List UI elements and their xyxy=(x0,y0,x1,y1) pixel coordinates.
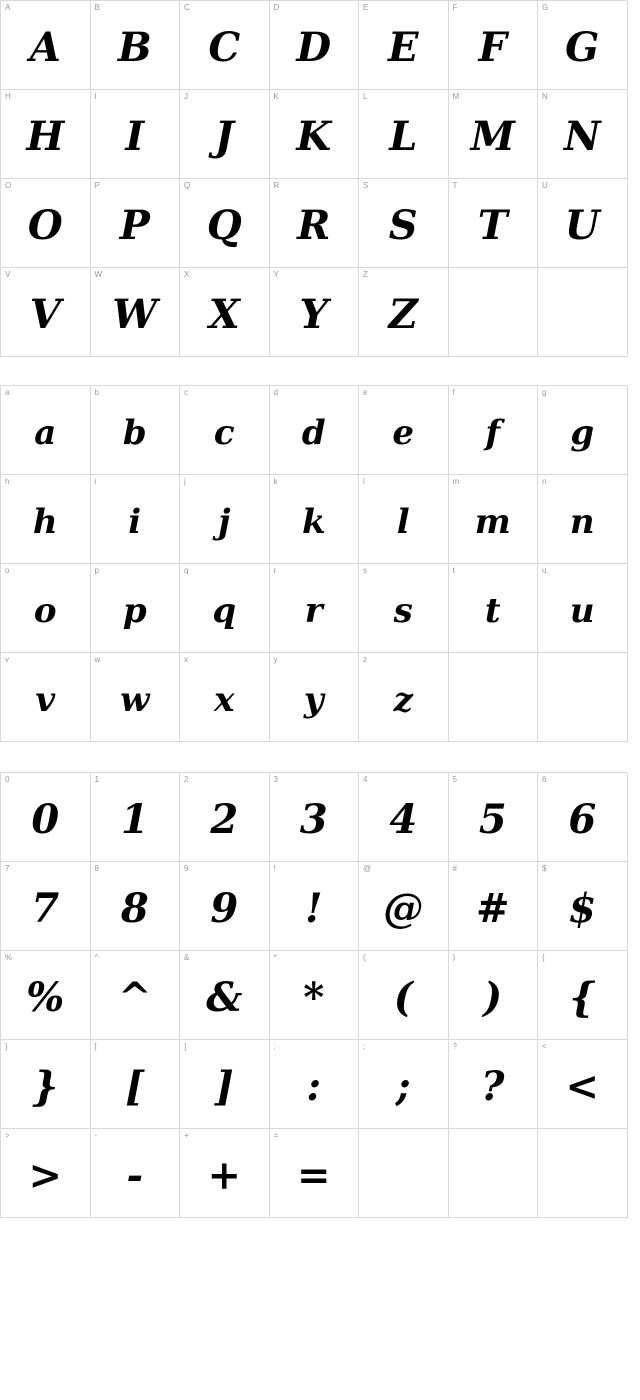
glyph-character: { xyxy=(569,974,596,1021)
glyph-cell[interactable] xyxy=(359,1,449,90)
glyph-character: P xyxy=(119,202,150,249)
glyph-cell[interactable] xyxy=(270,179,360,268)
glyph-code-label: 3 xyxy=(273,775,278,784)
glyph-cell[interactable] xyxy=(359,653,449,742)
glyph-code-label: E xyxy=(363,3,369,12)
glyph-cell[interactable] xyxy=(180,1129,270,1218)
glyph-cell[interactable] xyxy=(1,1129,91,1218)
glyph-code-label: y xyxy=(273,655,278,664)
glyph-cell[interactable] xyxy=(1,90,91,179)
glyph-character: } xyxy=(32,1063,59,1110)
glyph-character: R xyxy=(297,202,331,249)
glyph-code-label: i xyxy=(94,477,97,486)
glyph-code-label: Z xyxy=(363,270,368,279)
glyph-character: < xyxy=(565,1063,599,1110)
glyph-code-label: & xyxy=(184,953,190,962)
glyph-code-label: D xyxy=(273,3,280,12)
glyph-code-label: r xyxy=(273,566,277,575)
glyph-character: n xyxy=(569,502,595,542)
glyph-cell[interactable] xyxy=(180,653,270,742)
glyph-grid-symbols xyxy=(0,772,627,1218)
glyph-cell[interactable] xyxy=(449,564,539,653)
glyph-character: ) xyxy=(483,974,503,1021)
glyph-character: g xyxy=(570,413,595,453)
glyph-cell[interactable] xyxy=(538,90,628,179)
glyph-character: D xyxy=(296,24,332,71)
glyph-code-label: = xyxy=(273,1131,279,1140)
glyph-code-label: K xyxy=(273,92,279,101)
glyph-code-label: @ xyxy=(363,864,372,873)
glyph-character: C xyxy=(208,24,241,71)
glyph-character: s xyxy=(393,591,413,631)
glyph-character: Y xyxy=(299,291,329,338)
glyph-cell[interactable] xyxy=(270,475,360,564)
glyph-character: = xyxy=(296,1152,331,1199)
glyph-character: I xyxy=(125,113,145,160)
glyph-code-label: I xyxy=(94,92,97,101)
glyph-cell[interactable] xyxy=(359,386,449,475)
glyph-code-label: k xyxy=(273,477,278,486)
glyph-character: @ xyxy=(383,885,424,932)
glyph-code-label: < xyxy=(542,1042,547,1051)
glyph-cell[interactable] xyxy=(1,951,91,1040)
glyph-cell-empty xyxy=(538,268,628,357)
glyph-cell[interactable] xyxy=(449,179,539,268)
glyph-character: - xyxy=(126,1152,144,1199)
glyph-code-label: b xyxy=(94,388,99,397)
glyph-character: w xyxy=(120,680,150,720)
glyph-cell[interactable] xyxy=(270,1129,360,1218)
glyph-character: W xyxy=(112,291,158,338)
glyph-cell[interactable] xyxy=(449,1040,539,1129)
section-digits-and-symbols xyxy=(0,772,640,1218)
glyph-character: b xyxy=(122,413,147,453)
glyph-cell[interactable] xyxy=(91,475,181,564)
glyph-character: X xyxy=(208,291,240,338)
glyph-character: j xyxy=(218,502,231,542)
glyph-character: * xyxy=(303,974,325,1021)
glyph-code-label: F xyxy=(452,3,458,12)
glyph-character: o xyxy=(33,591,57,631)
glyph-character: Q xyxy=(206,202,242,249)
glyph-cell[interactable] xyxy=(359,564,449,653)
glyph-cell[interactable] xyxy=(270,773,360,862)
glyph-character: U xyxy=(564,202,600,249)
glyph-cell[interactable] xyxy=(449,773,539,862)
glyph-character: 4 xyxy=(389,796,418,843)
glyph-code-label: X xyxy=(184,270,190,279)
glyph-character: F xyxy=(478,24,507,71)
glyph-character: c xyxy=(213,413,235,453)
glyph-code-label: M xyxy=(452,92,460,101)
glyph-character: m xyxy=(474,502,511,542)
glyph-code-label: S xyxy=(363,181,369,190)
glyph-cell[interactable] xyxy=(270,862,360,951)
glyph-cell[interactable] xyxy=(449,1,539,90)
glyph-cell[interactable] xyxy=(180,386,270,475)
glyph-cell[interactable] xyxy=(270,1040,360,1129)
glyph-character: T xyxy=(477,202,508,249)
glyph-character: p xyxy=(122,591,147,631)
glyph-character: B xyxy=(117,24,152,71)
glyph-code-label: W xyxy=(94,270,103,279)
glyph-cell[interactable] xyxy=(1,862,91,951)
glyph-code-label: t xyxy=(452,566,455,575)
glyph-code-label: H xyxy=(5,92,11,101)
glyph-code-label: w xyxy=(94,655,101,664)
glyph-cell[interactable] xyxy=(538,773,628,862)
glyph-character: # xyxy=(475,885,510,932)
glyph-cell[interactable] xyxy=(538,951,628,1040)
glyph-character: ( xyxy=(393,974,413,1021)
glyph-cell[interactable] xyxy=(270,653,360,742)
glyph-code-label: C xyxy=(184,3,190,12)
glyph-code-label: m xyxy=(452,477,460,486)
glyph-code-label: { xyxy=(542,953,545,962)
glyph-code-label: 7 xyxy=(5,864,10,873)
glyph-cell[interactable] xyxy=(270,386,360,475)
glyph-cell[interactable] xyxy=(180,90,270,179)
glyph-cell[interactable] xyxy=(180,773,270,862)
glyph-cell[interactable] xyxy=(1,1,91,90)
glyph-character: Z xyxy=(388,291,418,338)
glyph-cell[interactable] xyxy=(91,386,181,475)
glyph-cell[interactable] xyxy=(91,1129,181,1218)
glyph-code-label: J xyxy=(184,92,188,101)
glyph-character: H xyxy=(26,113,65,160)
glyph-cell[interactable] xyxy=(538,862,628,951)
glyph-code-label: > xyxy=(5,1131,10,1140)
glyph-code-label: T xyxy=(452,181,458,190)
glyph-cell[interactable] xyxy=(91,653,181,742)
glyph-code-label: 8 xyxy=(94,864,99,873)
glyph-code-label: ] xyxy=(184,1042,187,1051)
glyph-character: & xyxy=(206,974,243,1021)
glyph-grid-uppercase xyxy=(0,0,627,357)
glyph-cell-empty xyxy=(538,1129,628,1218)
glyph-character: + xyxy=(207,1152,241,1199)
glyph-cell[interactable] xyxy=(91,179,181,268)
glyph-cell[interactable] xyxy=(180,268,270,357)
glyph-character: 9 xyxy=(210,885,239,932)
glyph-cell[interactable] xyxy=(359,90,449,179)
glyph-code-label: v xyxy=(5,655,9,664)
glyph-code-label: % xyxy=(5,953,13,962)
glyph-code-label: ) xyxy=(452,953,456,962)
glyph-cell[interactable] xyxy=(359,951,449,1040)
glyph-cell[interactable] xyxy=(1,1040,91,1129)
glyph-code-label: u xyxy=(542,566,547,575)
glyph-code-label: 1 xyxy=(94,775,99,784)
glyph-cell[interactable] xyxy=(270,951,360,1040)
glyph-code-label: 0 xyxy=(5,775,10,784)
glyph-code-label: n xyxy=(542,477,547,486)
glyph-character: y xyxy=(303,680,324,720)
glyph-character: G xyxy=(565,24,600,71)
glyph-cell-empty xyxy=(449,1129,539,1218)
glyph-cell[interactable] xyxy=(1,653,91,742)
glyph-cell-empty xyxy=(359,1129,449,1218)
glyph-code-label: ^ xyxy=(94,953,99,962)
glyph-cell[interactable] xyxy=(91,773,181,862)
glyph-cell[interactable] xyxy=(449,862,539,951)
glyph-cell[interactable] xyxy=(1,564,91,653)
glyph-cell[interactable] xyxy=(270,564,360,653)
glyph-code-label: ? xyxy=(452,1042,457,1051)
glyph-character: 0 xyxy=(31,796,60,843)
glyph-cell[interactable] xyxy=(91,268,181,357)
glyph-code-label: } xyxy=(5,1042,8,1051)
glyph-code-label: x xyxy=(184,655,188,664)
glyph-character: u xyxy=(569,591,595,631)
glyph-character: i xyxy=(128,502,142,542)
glyph-character: E xyxy=(388,24,419,71)
glyph-code-label: U xyxy=(542,181,548,190)
glyph-cell[interactable] xyxy=(180,1,270,90)
glyph-character: M xyxy=(470,113,515,160)
glyph-code-label: P xyxy=(94,181,100,190)
glyph-code-label: p xyxy=(94,566,99,575)
glyph-code-label: O xyxy=(5,181,12,190)
glyph-cell[interactable] xyxy=(1,386,91,475)
glyph-character: ; xyxy=(395,1063,411,1110)
glyph-character: ? xyxy=(481,1063,505,1110)
glyph-cell[interactable] xyxy=(180,179,270,268)
glyph-character: v xyxy=(35,680,56,720)
glyph-character: : xyxy=(306,1063,322,1110)
glyph-cell[interactable] xyxy=(1,475,91,564)
glyph-character: 2 xyxy=(210,796,239,843)
glyph-code-label: z xyxy=(363,655,367,664)
glyph-cell-empty xyxy=(449,653,539,742)
glyph-character: 6 xyxy=(568,796,597,843)
section-divider xyxy=(0,742,640,772)
glyph-character: > xyxy=(28,1152,62,1199)
glyph-code-label: q xyxy=(184,566,189,575)
glyph-cell[interactable] xyxy=(538,179,628,268)
glyph-cell[interactable] xyxy=(538,1040,628,1129)
glyph-cell[interactable] xyxy=(1,179,91,268)
glyph-character: L xyxy=(389,113,418,160)
glyph-code-label: j xyxy=(184,477,186,486)
glyph-code-label: 9 xyxy=(184,864,189,873)
glyph-character: ^ xyxy=(117,974,152,1021)
glyph-code-label: # xyxy=(452,864,457,873)
glyph-code-label: 4 xyxy=(363,775,368,784)
section-lowercase-letters xyxy=(0,385,640,742)
glyph-code-label: ! xyxy=(273,864,276,873)
glyph-character: S xyxy=(388,202,418,249)
glyph-code-label: Y xyxy=(273,270,279,279)
glyph-code-label: 5 xyxy=(452,775,457,784)
glyph-cell[interactable] xyxy=(91,1040,181,1129)
glyph-cell-empty xyxy=(449,268,539,357)
glyph-character: 3 xyxy=(299,796,328,843)
glyph-cell[interactable] xyxy=(91,862,181,951)
glyph-code-label: g xyxy=(542,388,547,397)
glyph-cell[interactable] xyxy=(270,90,360,179)
glyph-character: K xyxy=(296,113,332,160)
glyph-code-label: e xyxy=(363,388,368,397)
glyph-code-label: s xyxy=(363,566,367,575)
glyph-character: ! xyxy=(304,885,323,932)
glyph-code-label: ( xyxy=(363,953,366,962)
glyph-cell-empty xyxy=(538,653,628,742)
glyph-cell[interactable] xyxy=(359,862,449,951)
glyph-cell[interactable] xyxy=(1,773,91,862)
glyph-cell[interactable] xyxy=(180,862,270,951)
glyph-cell[interactable] xyxy=(180,951,270,1040)
section-divider xyxy=(0,357,640,385)
glyph-character: a xyxy=(34,413,57,453)
glyph-cell[interactable] xyxy=(91,90,181,179)
glyph-character: 7 xyxy=(31,885,60,932)
glyph-character: A xyxy=(29,24,61,71)
glyph-character: h xyxy=(32,502,58,542)
glyph-character: k xyxy=(301,502,326,542)
glyph-code-label: l xyxy=(363,477,365,486)
glyph-cell[interactable] xyxy=(538,475,628,564)
glyph-code-label: : xyxy=(273,1042,276,1051)
glyph-code-label: B xyxy=(94,3,100,12)
glyph-character: [ xyxy=(125,1063,145,1110)
glyph-character: O xyxy=(27,202,63,249)
glyph-code-label: L xyxy=(363,92,368,101)
glyph-character: x xyxy=(214,680,235,720)
glyph-code-label: d xyxy=(273,388,278,397)
glyph-code-label: a xyxy=(5,388,10,397)
glyph-cell[interactable] xyxy=(180,1040,270,1129)
glyph-character: V xyxy=(29,291,61,338)
glyph-code-label: R xyxy=(273,181,280,190)
glyph-character: z xyxy=(393,680,413,720)
glyph-code-label: V xyxy=(5,270,11,279)
glyph-cell[interactable] xyxy=(359,475,449,564)
glyph-character: 5 xyxy=(478,796,507,843)
glyph-cell[interactable] xyxy=(91,1,181,90)
glyph-grid-lowercase xyxy=(0,385,627,742)
glyph-character: t xyxy=(484,591,501,631)
glyph-cell[interactable] xyxy=(538,386,628,475)
glyph-cell[interactable] xyxy=(270,1,360,90)
glyph-cell[interactable] xyxy=(91,564,181,653)
glyph-code-label: - xyxy=(94,1131,98,1140)
glyph-code-label: N xyxy=(542,92,548,101)
glyph-cell[interactable] xyxy=(270,268,360,357)
glyph-cell[interactable] xyxy=(359,268,449,357)
glyph-character: q xyxy=(212,591,237,631)
glyph-code-label: Q xyxy=(184,181,191,190)
glyph-character: d xyxy=(301,413,326,453)
glyph-character: f xyxy=(485,413,501,453)
glyph-cell[interactable] xyxy=(359,179,449,268)
glyph-cell[interactable] xyxy=(359,1040,449,1129)
glyph-character: r xyxy=(304,591,323,631)
glyph-character: e xyxy=(392,413,415,453)
glyph-character: l xyxy=(396,502,410,542)
glyph-cell[interactable] xyxy=(1,268,91,357)
glyph-cell[interactable] xyxy=(449,386,539,475)
glyph-cell[interactable] xyxy=(180,475,270,564)
glyph-code-label: A xyxy=(5,3,11,12)
section-uppercase-letters xyxy=(0,0,640,357)
glyph-cell[interactable] xyxy=(91,951,181,1040)
glyph-cell[interactable] xyxy=(359,773,449,862)
glyph-cell[interactable] xyxy=(449,951,539,1040)
glyph-code-label: 6 xyxy=(542,775,547,784)
glyph-character: 8 xyxy=(120,885,149,932)
glyph-code-label: c xyxy=(184,388,188,397)
glyph-character: N xyxy=(563,113,601,160)
glyph-code-label: * xyxy=(273,953,277,962)
glyph-code-label: h xyxy=(5,477,10,486)
glyph-code-label: + xyxy=(184,1131,189,1140)
glyph-code-label: $ xyxy=(542,864,547,873)
glyph-cell[interactable] xyxy=(449,90,539,179)
glyph-character: % xyxy=(26,974,65,1021)
glyph-cell[interactable] xyxy=(538,564,628,653)
glyph-cell[interactable] xyxy=(538,1,628,90)
glyph-code-label: G xyxy=(542,3,549,12)
glyph-code-label: [ xyxy=(94,1042,97,1051)
glyph-code-label: o xyxy=(5,566,10,575)
glyph-cell[interactable] xyxy=(449,475,539,564)
glyph-character: 1 xyxy=(120,796,149,843)
glyph-character: J xyxy=(214,113,234,160)
glyph-code-label: ; xyxy=(363,1042,366,1051)
glyph-character: $ xyxy=(568,885,597,932)
glyph-code-label: 2 xyxy=(184,775,189,784)
glyph-cell[interactable] xyxy=(180,564,270,653)
glyph-code-label: f xyxy=(452,388,455,397)
glyph-character: ] xyxy=(214,1063,234,1110)
